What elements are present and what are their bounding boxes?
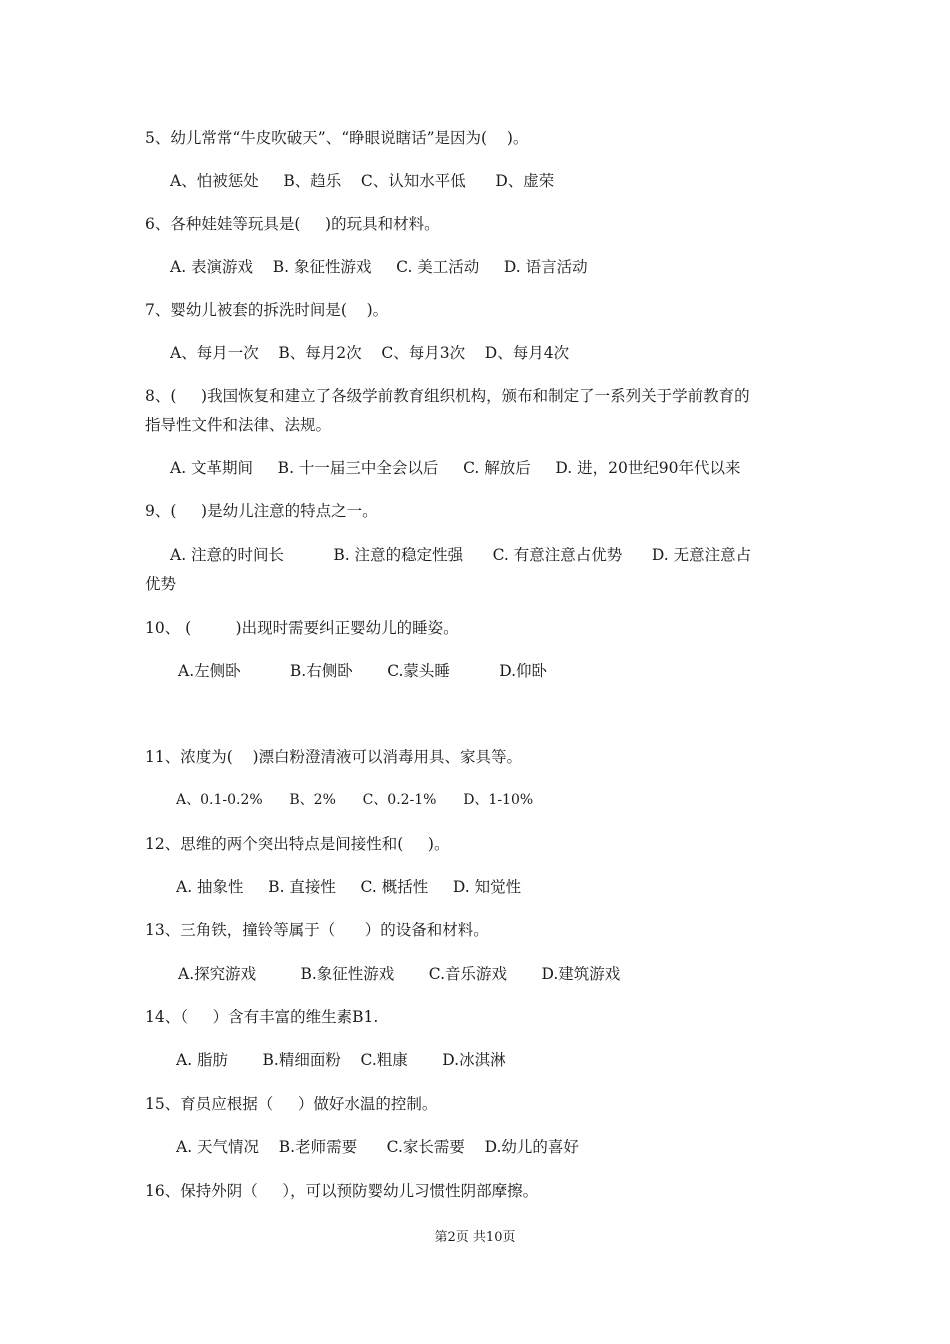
question-8-options: A. 文革期间 B. 十一届三中全会以后 C. 解放后 D. 进，20世纪90年代以来 (170, 459, 741, 477)
question-16-stem: 16、保持外阴（ ），可以预防婴幼儿习惯性阴部摩擦。 (145, 1182, 539, 1200)
question-13-options: A.探究游戏 B.象征性游戏 C.音乐游戏 D.建筑游戏 (178, 965, 621, 983)
question-9-options-continued: 优势 (145, 575, 177, 593)
page-footer: 第2页 共10页 (434, 1230, 516, 1245)
question-13-stem: 13、三角铁，撞铃等属于（ ）的设备和材料。 (145, 921, 489, 939)
question-5-options: A、怕被惩处 B、趋乐 C、认知水平低 D、虚荣 (170, 172, 555, 190)
question-9-options: A. 注意的时间长 B. 注意的稳定性强 C. 有意注意占优势 D. 无意注意占 (170, 546, 752, 564)
question-14-options: A. 脂肪 B.精细面粉 C.粗康 D.冰淇淋 (176, 1051, 506, 1069)
question-7-stem: 7、婴幼儿被套的拆洗时间是( )。 (145, 301, 389, 319)
question-5-stem: 5、幼儿常常“牛皮吹破天”、“睁眼说瞎话”是因为( )。 (145, 129, 529, 147)
question-15-options: A. 天气情况 B.老师需要 C.家长需要 D.幼儿的喜好 (176, 1138, 579, 1156)
question-8-stem-continued: 指导性文件和法律、法规。 (145, 416, 332, 434)
question-15-stem: 15、育员应根据（ ）做好水温的控制。 (145, 1095, 438, 1113)
question-12-options: A. 抽象性 B. 直接性 C. 概括性 D. 知觉性 (176, 878, 522, 896)
question-11-stem: 11、浓度为( )漂白粉澄清液可以消毒用具、家具等。 (145, 748, 523, 766)
question-11-options: A、0.1-0.2% B、2% C、0.2-1% D、1-10% (176, 792, 534, 808)
question-14-stem: 14、（ ）含有丰富的维生素B1. (145, 1008, 379, 1026)
question-6-options: A. 表演游戏 B. 象征性游戏 C. 美工活动 D. 语言活动 (170, 258, 588, 276)
question-10-options: A.左侧卧 B.右侧卧 C.蒙头睡 D.仰卧 (178, 662, 548, 680)
question-9-stem: 9、( )是幼儿注意的特点之一。 (145, 502, 378, 520)
question-12-stem: 12、思维的两个突出特点是间接性和( )。 (145, 835, 450, 853)
question-6-stem: 6、各种娃娃等玩具是( )的玩具和材料。 (145, 215, 440, 233)
question-8-stem: 8、( )我国恢复和建立了各级学前教育组织机构，颁布和制定了一系列关于学前教育的 (145, 387, 750, 405)
question-7-options: A、每月一次 B、每月2次 C、每月3次 D、每月4次 (170, 344, 570, 362)
question-10-stem: 10、 ( )出现时需要纠正婴幼儿的睡姿。 (145, 619, 459, 637)
